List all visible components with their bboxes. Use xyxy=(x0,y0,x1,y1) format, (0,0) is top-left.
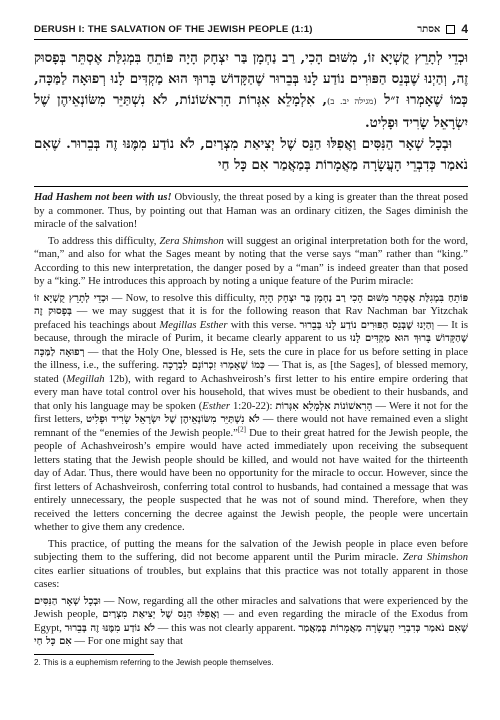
footnote-ref[interactable]: [2] xyxy=(237,424,247,433)
page-number: 4 xyxy=(461,22,468,36)
book-title: אסתר xyxy=(417,23,441,35)
commentary-paragraph: To address this difficulty, Zera Shimshon will suggest an original interpretation both for the word, “man,” and also for what the Sages meant by noting that the verse says “man” rather than “king.” According to this new interpretation, the danger posed by a “man” is indeed greater than that posed by a “king.” He introduces this approach by noting a unique feature of the Purim miracle: xyxy=(34,235,468,287)
commentary-paragraph: וּכְדֵי לְתָרֵץ קֻשְׁיָא זוֹ — Now, to resolve this difficulty, מִשּׁוּם הָכִי רַב נַחְמָן בַּר יִצְחָק הָיָה פּוֹתֵחַ בִּמְגִלַּת אֶסְתֵּר בְּפָסוּק זֶה — we may suggest that it is for the following reason that Rav Nachman bar Yitzchak prefaced his teachings about Megillas Esther with this verse. וְהַיְנוּ שֶׁבְּנֵס הַפּוּרִים נוֹדַע לָנוּ בְּבֵרוּר — It is because, through the miracle of Purim, it became clearly apparent to us שֶׁהַקָּדוֹשׁ בָּרוּךְ הוּא מַקְדִּים לָנוּ רְפוּאָה לַמַּכָּה — that the Holy One, blessed is He, sets the cure in place for us before setting in place the illness, i.e., the suffering. כְּמוֹ שֶׁאָמְרוּ זִכְרוֹנָם לִבְרָכָה — That is, as [the Sages], of blessed memory, stated (Megillah 12b), with regard to Achashveirosh’s first letter to his entire empire ordering that every man have total control over his household, that wives must be obedient to their husbands, and that only his language may be spoken (Esther 1:20-22): אִלְמָלֵא אִגְּרוֹת הָרִאשׁוֹנוֹת — Were it not for the first letters, לֹא נִשְׁתַּיֵּר מִשּׂוֹנְאֵיהֶן שֶׁל יִשְׂרָאֵל שָׂרִיד וּפָלִיט — there would not have remained even a slight remnant of the “enemies of the Jewish people.”[2] Due to their great hatred for the Jewish people, the people of Achashveirosh’s empire would have acted immediately upon receiving the subsequent letters stating that the Jewish people should be killed, and would not have waited for the thirteenth day of Adar. Thus, there would have been no opportunity for the miracle to occur. However, since the first letters of Achashveirosh, conferring total control to husbands, had contained a message that was entirely unnecessary, the people suspected that he was not of sound mind. Therefore, when they received the letters concerning the decree against the Jewish people, the people were uncertain whether to give them any credence. xyxy=(34,292,469,533)
hebrew-citation: (מגילה יב. ב) xyxy=(327,97,377,107)
commentary-paragraph: This practice, of putting the means for the salvation of the Jewish people in place even before subjecting them to the suffering, did not become apparent until the Purim miracle. Zera Shimshon cites earlier situations of troubles, but explains that this practice was not totally apparent in those cases: xyxy=(34,538,468,590)
hebrew-text-block xyxy=(34,48,468,176)
section-title: DERUSH I: THE SALVATION OF THE JEWISH PEOPLE (1:1) xyxy=(34,23,313,35)
hebrew-paragraph: וּבְכָל שְׁאָר הַנִּסִּים וַאֲפִלּוּ הַנֵּס שֶׁל יְצִיאַת מִצְרַיִם, לֹא נוֹדַע מִמֶּנּוּ זֶה בְּבֵרוּר. שֶׁאִם נֹאמַר כְּדִבְרֵי הָעֲשָׂרָה מַאֲמָרוֹת בְּמַאֲמַר אִם כָּל חַי xyxy=(34,136,468,173)
header-right xyxy=(417,22,468,36)
commentary-paragraph: וּבְכָל שְׁאָר הַנִּסִּים — Now, regarding all the other miracles and salvations that were experienced by the Jewish people, וַאֲפִלּוּ הַנֵּס שֶׁל יְצִיאַת מִצְרַיִם — and even regarding the miracle of the Exodus from Egypt, לֹא נוֹדַע מִמֶּנּוּ זֶה בְּבֵרוּר — this was not clearly apparent. שֶׁאִם נֹאמַר כְּדִבְרֵי הָעֲשָׂרָה מַאֲמָרוֹת בְּמַאֲמַר אִם כָּל חַי — For one might say that xyxy=(34,595,469,647)
running-header xyxy=(34,22,468,40)
square-ornament-icon xyxy=(446,25,455,34)
hebrew-paragraph: וּכְדֵי לְתָרֵץ קֻשְׁיָא זוֹ, מִשּׁוּם הָכִי, רַב נַחְמָן בַּר יִצְחָק הָיָה פּוֹתֵחַ בִּמְגִלַּת אֶסְתֵּר בְּפָסוּק זֶה, וְהַיְנוּ שֶׁבְּנֵס הַפּוּרִים נוֹדַע לָנוּ בְּבֵרוּר שֶׁהַקָּדוֹשׁ בָּרוּךְ הוּא מַקְדִּים לָנוּ רְפוּאָה לַמַּכָּה, כְּמוֹ שֶׁאָמְרוּ ז״ל (מגילה יב. ב), אִלְמָלֵא אִגְּרוֹת הָרִאשׁוֹנוֹת, לֹא נִשְׁתַּיֵּר מִשּׂוֹנְאֵיהֶן שֶׁל יִשְׂרָאֵל שָׂרִיד וּפָלִיט. xyxy=(34,50,468,131)
section-divider xyxy=(34,186,468,187)
commentary-paragraph: Had Hashem not been with us! Obviously, the threat posed by a king is greater than the threat posed by a commoner. Thus, by pointing out that Haman was an ordinary citizen, the Sages diminish the miracle of the salvation! xyxy=(34,192,468,230)
english-commentary xyxy=(34,191,468,649)
footnote-divider xyxy=(34,654,154,655)
lead-phrase: Had Hashem not been with us! xyxy=(34,192,172,203)
footnote: 2. This is a euphemism referring to the Jewish people themselves. xyxy=(34,657,274,667)
